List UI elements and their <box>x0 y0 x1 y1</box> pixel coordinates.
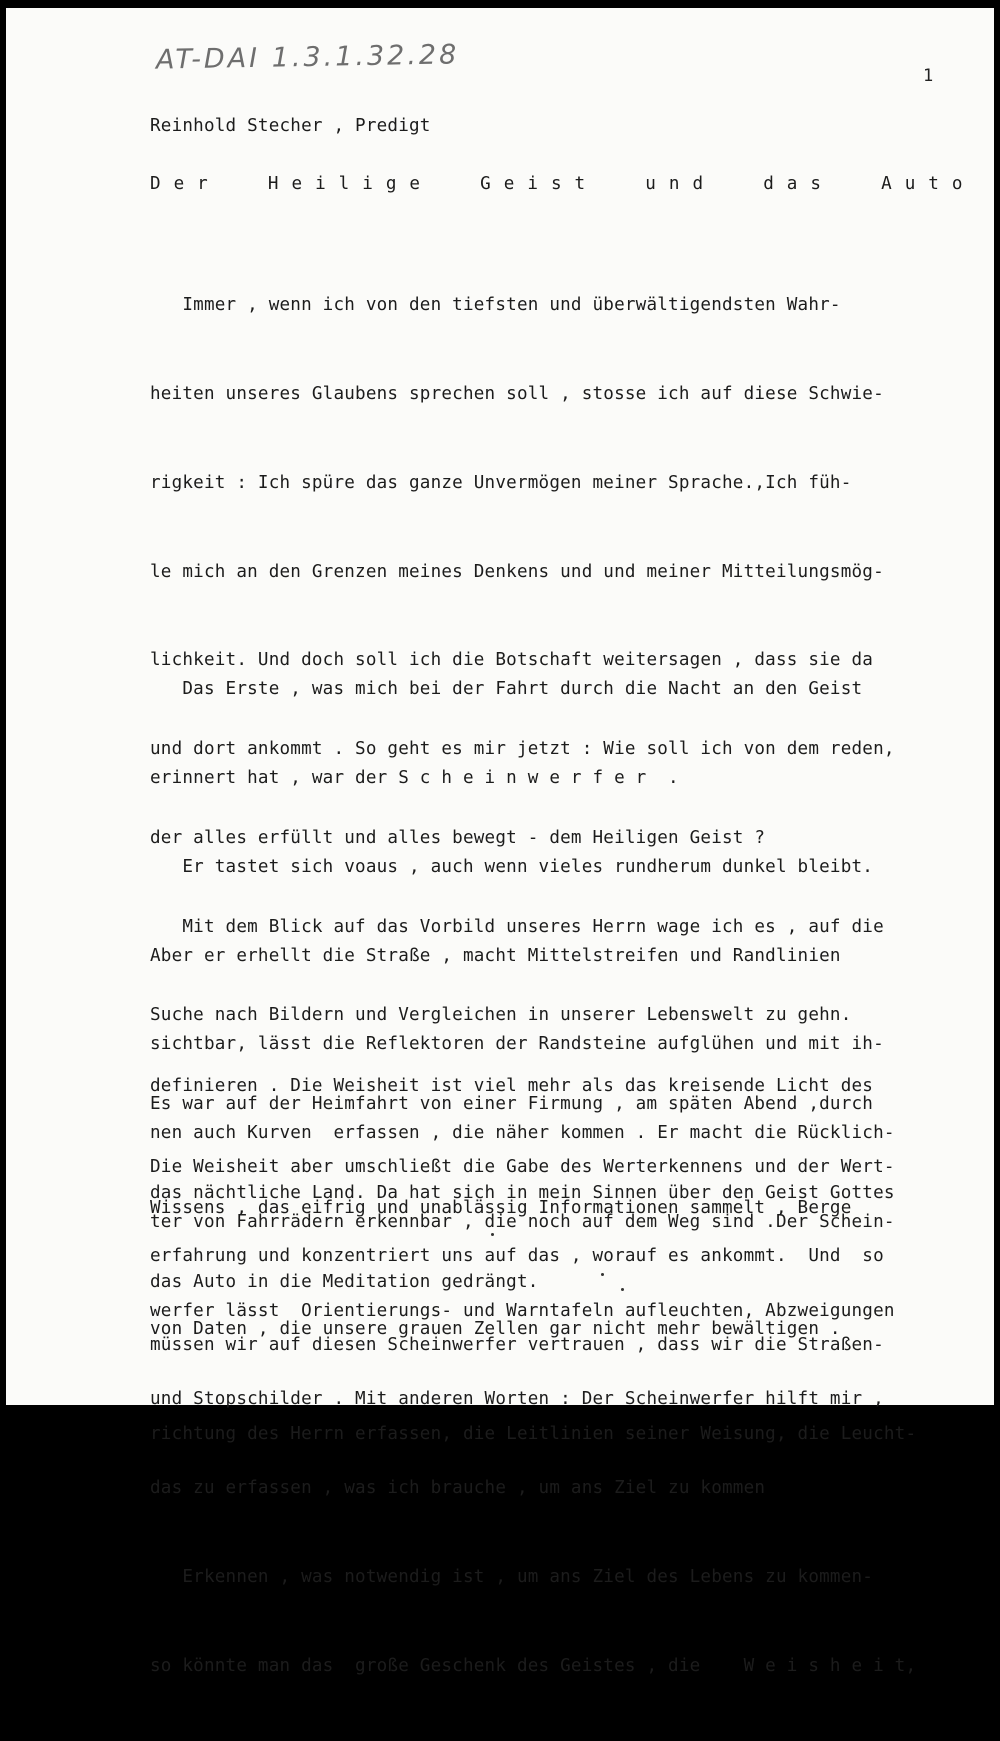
text-line: lichkeit. Und doch soll ich die Botschaft weitersagen , dass sie da <box>150 650 874 671</box>
text-line: Er tastet sich voaus , auch wenn vieles rundherum dunkel bleibt. <box>150 856 874 877</box>
text-line: das zu erfassen , was ich brauche , um ans Ziel zu kommen <box>150 1478 766 1499</box>
text-line: müssen wir auf diesen Scheinwerfer vertrauen , dass wir die Straßen- <box>150 1334 884 1355</box>
text-line: Aber er erhellt die Straße , macht Mittelstreifen und Randlinien <box>150 945 841 966</box>
text-line: so könnte man das große Geschenk des Geistes , die W e i s h e i t, <box>150 1655 917 1676</box>
text-line: Wissens , das eifrig und unablässig Informationen sammelt , Berge <box>150 1197 852 1218</box>
scan-speck <box>621 1288 624 1291</box>
text-line: rigkeit : Ich spüre das ganze Unvermögen meiner Sprache.,Ich füh- <box>150 472 852 493</box>
author-line: Reinhold Stecher , Predigt <box>150 116 431 136</box>
text-line: erinnert hat , war der S c h e i n w e r f e r . <box>150 767 679 788</box>
text-line: der alles erfüllt und alles bewegt - dem Heiligen Geist ? <box>150 827 766 848</box>
text-line: Suche nach Bildern und Vergleichen in unserer Lebenswelt zu gehn. <box>150 1005 852 1026</box>
text-line: Das Erste , was mich bei der Fahrt durch die Nacht an den Geist <box>150 679 863 700</box>
text-line: Mit dem Blick auf das Vorbild unseres Herrn wage ich es , auf die <box>150 916 884 937</box>
text-line: und Stopschilder . Mit anderen Worten : Der Scheinwerfer hilft mir , <box>150 1389 884 1410</box>
text-line: Erkennen , was notwendig ist , um ans Ziel des Lebens zu kommen- <box>150 1567 874 1587</box>
text-line: werfer lässt Orientierungs- und Warntafeln aufleuchten, Abzweigungen <box>150 1300 895 1321</box>
archive-signature-handwritten: AT-DAI 1.3.1.32.28 <box>155 39 460 76</box>
text-line: Es war auf der Heimfahrt von einer Firmung , am späten Abend ,durch <box>150 1094 874 1115</box>
text-line: Die Weisheit aber umschließt die Gabe des Werterkennens und der Wert- <box>150 1157 895 1178</box>
text-line: heiten unseres Glaubens sprechen soll , stosse ich auf diese Schwie- <box>150 383 884 404</box>
text-line: und dort ankommt . So geht es mir jetzt : Wie soll ich von dem reden, <box>150 739 895 760</box>
text-line: definieren . Die Weisheit ist viel mehr als das kreisende Licht des <box>150 1076 874 1096</box>
document-page <box>6 8 994 1676</box>
text-line: Immer , wenn ich von den tiefsten und überwältigendsten Wahr- <box>150 295 841 316</box>
text-line: le mich an den Grenzen meines Denkens und und meiner Mitteilungsmög- <box>150 561 884 582</box>
text-line: erfahrung und konzentriert uns auf das , worauf es ankommt. Und so <box>150 1245 884 1266</box>
sermon-title: D e r H e i l i g e G e i s t u n d d a s A u t o <box>150 174 964 194</box>
text-line: das Auto in die Meditation gedrängt. <box>150 1271 539 1292</box>
paragraph-values <box>150 1094 990 1508</box>
text-line: das nächtliche Land. Da hat sich in mein Sinnen über den Geist Gottes <box>150 1183 895 1203</box>
text-line: nen auch Kurven erfassen , die näher kommen . Er macht die Rücklich- <box>150 1123 895 1144</box>
scan-speck <box>491 1233 494 1236</box>
text-line: richtung des Herrn erfassen, die Leitlinien seiner Weisung, die Leucht- <box>150 1423 917 1444</box>
page-number: 1 <box>923 66 934 86</box>
text-line: von Daten , die unsere grauen Zellen gar nicht mehr bewältigen . <box>150 1319 841 1339</box>
scan-speck <box>601 1273 604 1276</box>
text-line: ter von Fahrrädern erkennbar , die noch auf dem Weg sind .Der Schein- <box>150 1211 895 1232</box>
text-line: sichtbar, lässt die Reflektoren der Randsteine aufglühen und mit ih- <box>150 1034 884 1055</box>
